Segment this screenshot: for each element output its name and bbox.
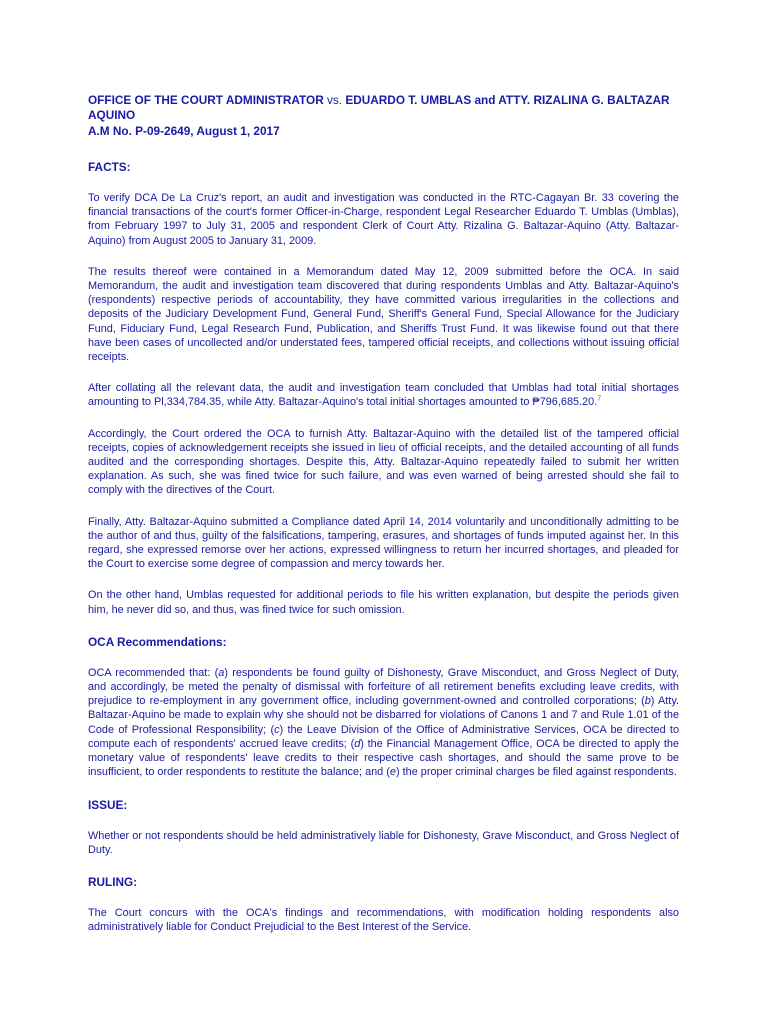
oca-text-4: ) the Financial Management Office, OCA be directed to apply the monetary value of respondents' leave credits to their respective cash shortages, and should the same prove to be insufficient, to order respondents to restitute the balance; and ( (88, 737, 679, 779)
oca-text-1: ) respondents be found guilty of Dishonesty, Grave Misconduct, and Gross Neglect of Duty, and accordingly, be meted the penalty of dismissal with forfeiture of all retirement benefits excluding leave credits, with prejudice to re-employment in any government office, including government-owned and controlled corporations; ( (88, 666, 679, 708)
facts-paragraph-3 (88, 381, 679, 409)
oca-text-0: OCA recommended that: ( (88, 666, 219, 679)
case-title-party-2: EDUARDO T. UMBLAS and ATTY. RIZALINA G. BALTAZAR AQUINO (88, 93, 670, 122)
ruling-heading: RULING: (88, 874, 138, 889)
oca-item-a: a (218, 666, 225, 679)
case-title-party-1: OFFICE OF THE COURT ADMINISTRATOR (88, 93, 324, 107)
facts-paragraph-2: The results thereof were contained in a Memorandum dated May 12, 2009 submitted before the OCA. In said Memorandum, the audit and investigation team discovered that during respondents Umblas and Atty. Baltazar-Aquino's (respondents) respective periods of accountability, they have committed various irregularities in the collections and deposits of the Judiciary Development Fund, General Fund, Sheriff's General Fund, Special Allowance for the Judiciary Fund, Fiduciary Fund, Legal Research Fund, Publication, and Sheriffs Trust Fund. It was likewise found out that there have been cases of uncollected and/or understated fees, tampered official receipts, and collections without issuing official receipts. (88, 265, 679, 364)
facts-paragraph-5: Finally, Atty. Baltazar-Aquino submitted a Compliance dated April 14, 2014 voluntarily and unconditionally admitting to be the author of and thus, guilty of the falsifications, tampering, erasures, and shortages of funds imputed against her. In this regard, she expressed remorse over her actions, expressed willingness to return her incurred shortages, and pleaded for the Court to exercise some degree of compassion and mercy towards her. (88, 515, 679, 571)
oca-recommendations-heading: OCA Recommendations: (88, 634, 227, 649)
issue-heading: ISSUE: (88, 797, 128, 812)
ruling-paragraph: The Court concurs with the OCA's findings and recommendations, with modification holding respondents also administratively liable for Conduct Prejudicial to the Best Interest of the Service. (88, 906, 679, 934)
facts-paragraph-3-text: After collating all the relevant data, the audit and investigation team concluded that Umblas had total initial shortages amounting to Pl,334,784.35, while Atty. Baltazar-Aquino's total initial shortages amounted to ₱796,685.20. (88, 382, 679, 409)
oca-item-d: d (354, 737, 361, 750)
oca-recommendations-paragraph (88, 666, 679, 780)
case-title (88, 93, 679, 123)
oca-text-2: ) Atty. Baltazar-Aquino be made to explain why she should not be disbarred for violations of Canons 1 and 7 and Rule 1.01 of the Code of Professional Responsibility; ( (88, 695, 679, 736)
facts-paragraph-1: To verify DCA De La Cruz's report, an audit and investigation was conducted in the RTC-Cagayan Br. 33 covering the financial transactions of the court's former Officer-in-Charge, respondent Legal Researcher Eduardo T. Umblas (Umblas), from February 1997 to July 31, 2005 and respondent Clerk of Court Atty. Rizalina G. Baltazar-Aquino (Atty. Baltazar-Aquino) from August 2005 to January 31, 2009. (88, 192, 679, 247)
oca-item-c: c (274, 723, 280, 736)
facts-heading: FACTS: (88, 160, 131, 174)
document-page (88, 93, 679, 934)
oca-item-e: e (389, 766, 396, 779)
facts-paragraph-4: Accordingly, the Court ordered the OCA to furnish Atty. Baltazar-Aquino with the detailed list of the tampered official receipts, copies of acknowledgement receipts she issued in lieu of official receipts, and the detailed accounting of all funds audited and the corresponding shortages. Despite this, Atty. Baltazar-Aquino repeatedly failed to submit her written explanation. As such, she was fined twice for such failure, and was even warned of being arrested should she fail to comply with the directives of the Court. (88, 427, 679, 497)
oca-item-b: b (644, 695, 651, 708)
oca-text-3: ) the Leave Division of the Office of Administrative Services, OCA be directed to compute each of respondents' accrued leave credits; ( (88, 723, 680, 750)
case-citation: A.M No. P-09-2649, August 1, 2017 (88, 124, 280, 138)
facts-paragraph-6: On the other hand, Umblas requested for additional periods to file his written explanation, but despite the periods given him, he never did so, and thus, was fined twice for such omission. (88, 589, 679, 616)
footnote-reference[interactable]: 7 (597, 395, 602, 403)
case-title-vs: vs. (327, 93, 343, 107)
oca-text-5: ) the proper criminal charges be filed against respondents. (395, 766, 677, 779)
issue-paragraph: Whether or not respondents should be held administratively liable for Dishonesty, Grave Misconduct, and Gross Neglect of Duty. (88, 829, 679, 856)
